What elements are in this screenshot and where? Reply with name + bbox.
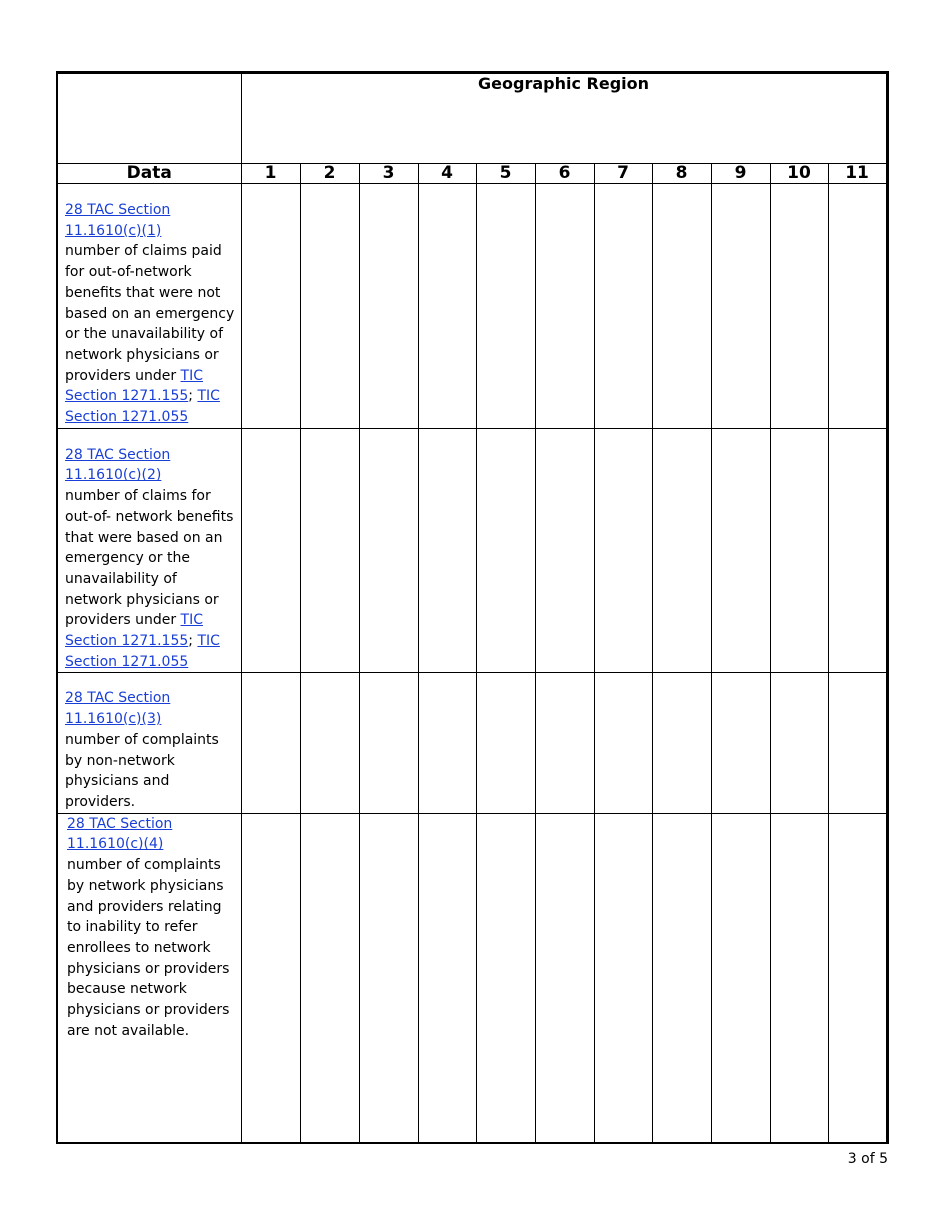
statute-link[interactable]: TIC Section 1271.155 xyxy=(65,612,203,650)
region-column-header: 9 xyxy=(711,164,770,184)
data-description: number of complaints by non-network physicians and providers. xyxy=(65,731,219,810)
region-value-cell[interactable] xyxy=(770,673,828,813)
region-column-header: 2 xyxy=(300,164,359,184)
table-row xyxy=(57,673,887,813)
region-value-cell[interactable] xyxy=(300,673,359,813)
region-value-cell[interactable] xyxy=(241,428,300,673)
region-value-cell[interactable] xyxy=(594,813,652,1143)
region-value-cell[interactable] xyxy=(594,428,652,673)
data-description-cell xyxy=(57,184,241,429)
region-column-header: 8 xyxy=(652,164,711,184)
region-value-cell[interactable] xyxy=(241,673,300,813)
region-column-header: 1 xyxy=(241,164,300,184)
region-column-header: 7 xyxy=(594,164,652,184)
region-value-cell[interactable] xyxy=(476,184,535,429)
data-description: number of claims paid for out-of-network benefits that were not based on an emergency or the unavailability of network physicians or providers under xyxy=(65,243,235,384)
region-title-row xyxy=(57,73,887,164)
table-row xyxy=(57,184,887,429)
link-separator: ; xyxy=(188,388,193,405)
rule-reference-link[interactable]: 28 TAC Section 11.1610(c)(4) xyxy=(67,815,173,853)
link-separator: ; xyxy=(188,633,193,650)
region-value-cell[interactable] xyxy=(535,184,594,429)
region-value-cell[interactable] xyxy=(770,184,828,429)
region-value-cell[interactable] xyxy=(711,428,770,673)
region-value-cell[interactable] xyxy=(711,184,770,429)
region-value-cell[interactable] xyxy=(300,184,359,429)
region-value-cell[interactable] xyxy=(476,813,535,1143)
region-value-cell[interactable] xyxy=(359,428,418,673)
region-value-cell[interactable] xyxy=(535,428,594,673)
region-column-header: 4 xyxy=(418,164,476,184)
geographic-region-table xyxy=(56,71,889,1144)
region-value-cell[interactable] xyxy=(418,673,476,813)
region-column-header: 6 xyxy=(535,164,594,184)
statute-link[interactable]: TIC Section 1271.055 xyxy=(65,633,220,670)
region-value-cell[interactable] xyxy=(828,184,887,429)
region-value-cell[interactable] xyxy=(300,813,359,1143)
region-column-header: 11 xyxy=(828,164,887,184)
table-row xyxy=(57,428,887,673)
region-value-cell[interactable] xyxy=(652,428,711,673)
rule-reference-link[interactable]: 28 TAC Section 11.1610(c)(1) xyxy=(65,202,171,239)
region-column-header: 5 xyxy=(476,164,535,184)
region-value-cell[interactable] xyxy=(711,813,770,1143)
region-value-cell[interactable] xyxy=(535,813,594,1143)
region-value-cell[interactable] xyxy=(594,184,652,429)
region-value-cell[interactable] xyxy=(652,673,711,813)
rule-reference-link[interactable]: 28 TAC Section 11.1610(c)(3) xyxy=(65,690,171,728)
statute-link[interactable]: TIC Section 1271.155 xyxy=(65,367,203,405)
region-value-cell[interactable] xyxy=(594,673,652,813)
region-title: Geographic Region xyxy=(478,74,650,93)
column-header-row xyxy=(57,164,887,184)
region-value-cell[interactable] xyxy=(535,673,594,813)
data-description-cell xyxy=(57,813,241,1143)
region-value-cell[interactable] xyxy=(770,813,828,1143)
region-value-cell[interactable] xyxy=(652,184,711,429)
page-number: 3 of 5 xyxy=(847,1151,888,1167)
region-value-cell[interactable] xyxy=(828,813,887,1143)
region-value-cell[interactable] xyxy=(418,184,476,429)
region-value-cell[interactable] xyxy=(828,673,887,813)
region-value-cell[interactable] xyxy=(418,813,476,1143)
region-value-cell[interactable] xyxy=(359,813,418,1143)
region-value-cell[interactable] xyxy=(359,673,418,813)
data-description: number of claims for out-of- network benefits that were based on an emergency or the unavailability of network physicians or providers under xyxy=(65,488,234,629)
region-value-cell[interactable] xyxy=(828,428,887,673)
region-value-cell[interactable] xyxy=(300,428,359,673)
region-value-cell[interactable] xyxy=(476,673,535,813)
data-description-cell xyxy=(57,673,241,813)
rule-reference-link[interactable]: 28 TAC Section 11.1610(c)(2) xyxy=(65,446,171,484)
region-value-cell[interactable] xyxy=(652,813,711,1143)
data-column-header: Data xyxy=(57,164,241,184)
blank-corner-cell xyxy=(57,73,241,164)
statute-link[interactable]: TIC Section 1271.055 xyxy=(65,388,220,426)
region-value-cell[interactable] xyxy=(770,428,828,673)
region-value-cell[interactable] xyxy=(359,184,418,429)
region-value-cell[interactable] xyxy=(241,813,300,1143)
data-description-cell xyxy=(57,428,241,673)
region-title-cell xyxy=(241,73,887,164)
data-description: number of complaints by network physicians and providers relating to inability to refer enrollees to network physicians or providers because network physicians or providers are not available. xyxy=(67,857,230,1039)
table-row xyxy=(57,813,887,1143)
region-value-cell[interactable] xyxy=(241,184,300,429)
region-value-cell[interactable] xyxy=(476,428,535,673)
region-value-cell[interactable] xyxy=(711,673,770,813)
region-column-header: 3 xyxy=(359,164,418,184)
region-value-cell[interactable] xyxy=(418,428,476,673)
region-column-header: 10 xyxy=(770,164,828,184)
